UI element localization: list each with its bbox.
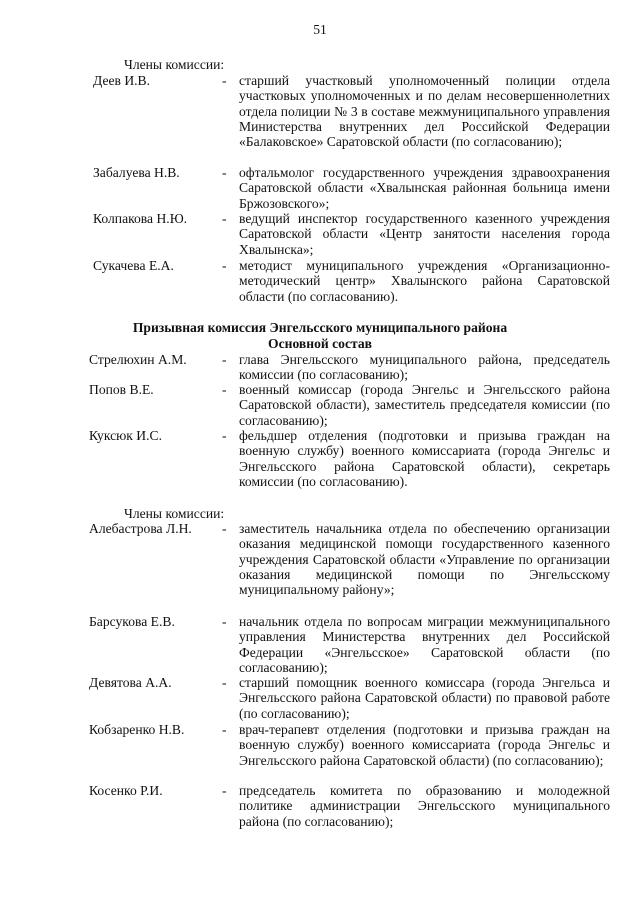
dash: - xyxy=(222,165,227,180)
section-heading: Призывная комиссия Энгельсского муниципального района xyxy=(132,320,508,335)
member-description: методист муниципального учреждения «Организационно-методический центр» Хвалынского района Саратовской области (по согласованию). xyxy=(239,258,610,304)
member-name: Колпакова Н.Ю. xyxy=(93,211,188,226)
dash: - xyxy=(222,382,227,397)
member-description: врач-терапевт отделения (подготовки и призыва граждан на военную службу) военного комиссариата (города Энгельс и Энгельсского района Саратовской области) (по согласованию); xyxy=(239,722,610,768)
dash: - xyxy=(222,211,227,226)
member-name: Девятова А.А. xyxy=(89,675,172,690)
dash: - xyxy=(222,73,227,88)
section-subheading: Основной состав xyxy=(268,336,372,351)
member-name: Алебастрова Л.Н. xyxy=(89,521,192,536)
dash: - xyxy=(222,675,227,690)
member-description: председатель комитета по образованию и молодежной политике администрации Энгельсского муниципального района (по согласованию); xyxy=(239,783,610,829)
dash: - xyxy=(222,722,227,737)
dash: - xyxy=(222,428,227,443)
page-number: 51 xyxy=(313,22,327,37)
member-name: Куксюк И.С. xyxy=(89,428,162,443)
member-description: заместитель начальника отдела по обеспечению организации оказания медицинской помощи государственного казенного учреждения Саратовской области «Управление по организации оказания медицинской помощи по Энгельсскому муниципальному району»; xyxy=(239,521,610,598)
member-description: начальник отдела по вопросам миграции межмуниципального управления Министерства внутренних дел Российской Федерации «Энгельсское» Саратовской области (по согласованию); xyxy=(239,614,610,675)
member-name: Косенко Р.И. xyxy=(89,783,163,798)
dash: - xyxy=(222,614,227,629)
member-name: Попов В.Е. xyxy=(89,382,154,397)
member-description: старший помощник военного комиссара (города Энгельса и Энгельсского района Саратовской области) по правовой работе (по согласованию); xyxy=(239,675,610,721)
member-description: военный комиссар (города Энгельс и Энгельсского района Саратовской области), заместитель председателя комиссии (по согласованию); xyxy=(239,382,610,428)
member-name: Стрелюхин А.М. xyxy=(89,352,187,367)
member-name: Забалуева Н.В. xyxy=(93,165,180,180)
members-label: Члены комиссии: xyxy=(124,506,225,521)
member-description: старший участковый уполномоченный полиции отдела участковых уполномоченных и по делам несовершеннолетних отдела полиции № 3 в составе межмуниципального управления Министерства внутренних дел Российской Федерации «Балаковское» Саратовской области (по согласованию); xyxy=(239,73,610,150)
dash: - xyxy=(222,258,227,273)
dash: - xyxy=(222,783,227,798)
member-description: глава Энгельсского муниципального района, председатель комиссии (по согласованию); xyxy=(239,352,610,383)
dash: - xyxy=(222,521,227,536)
member-name: Барсукова Е.В. xyxy=(89,614,175,629)
member-description: офтальмолог государственного учреждения здравоохранения Саратовской области «Хвалынская районная больница имени Бржозовского»; xyxy=(239,165,610,211)
members-label: Члены комиссии: xyxy=(124,57,225,72)
member-description: ведущий инспектор государственного казенного учреждения Саратовской области «Центр занятости населения города Хвалынска»; xyxy=(239,211,610,257)
member-description: фельдшер отделения (подготовки и призыва граждан на военную службу) военного комиссариата (города Энгельс и Энгельсского района Саратовской области), секретарь комиссии (по согласованию). xyxy=(239,428,610,489)
member-name: Сукачева Е.А. xyxy=(93,258,174,273)
dash: - xyxy=(222,352,227,367)
member-name: Кобзаренко Н.В. xyxy=(89,722,185,737)
member-name: Деев И.В. xyxy=(93,73,151,88)
